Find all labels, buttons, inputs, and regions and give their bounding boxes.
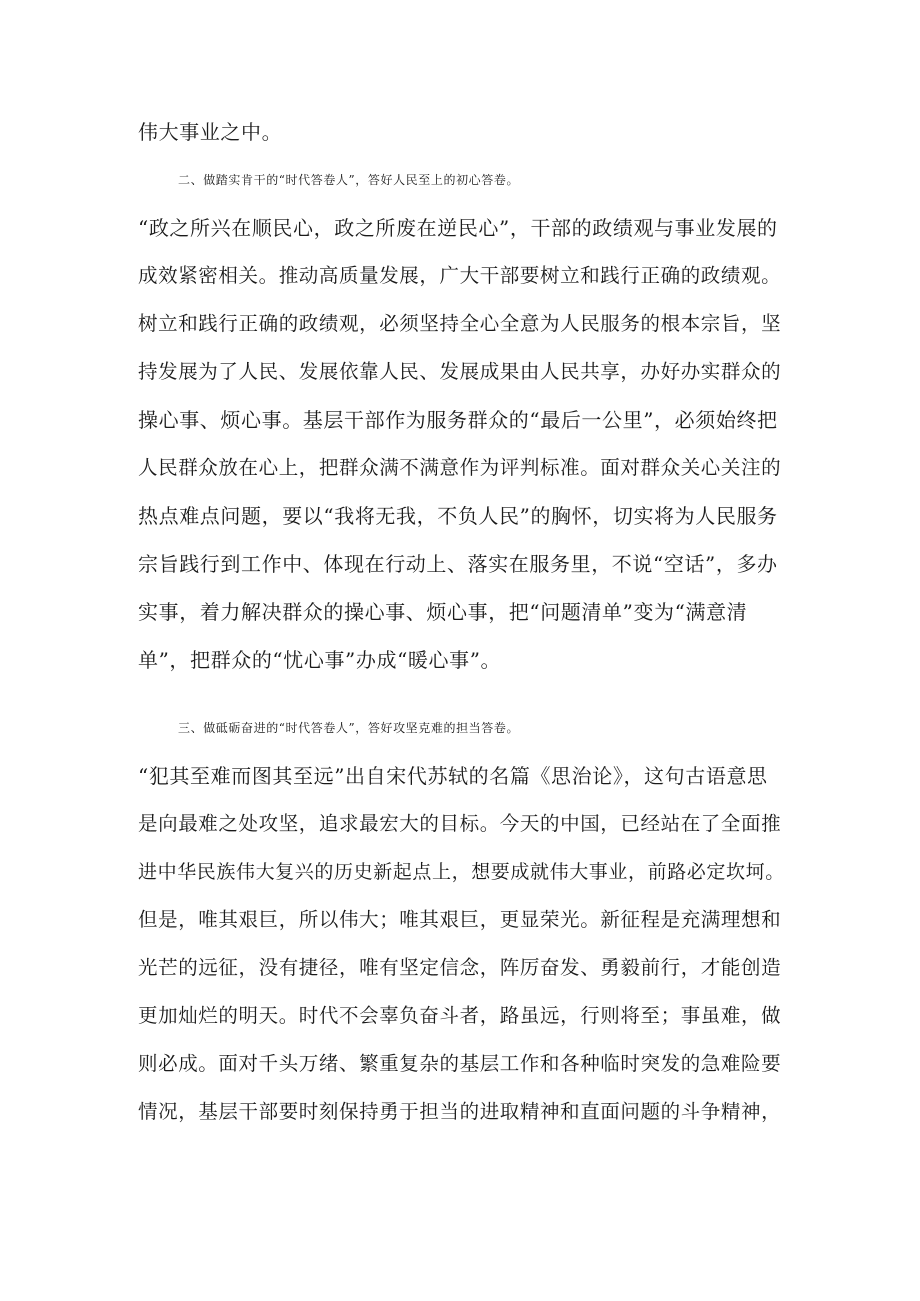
text-line: 更加灿烂的明天。时代不会辜负奋斗者，路虽远，行则将至；事虽难，做 (138, 1004, 782, 1027)
text-line: 光芒的远征，没有捷径，唯有坚定信念，阵厉奋发、勇毅前行，才能创造 (138, 956, 782, 979)
text-line: 进中华民族伟大复兴的历史新起点上，想要成就伟大事业，前路必定坎坷。 (138, 861, 785, 883)
text-line: 伟大事业之中。 (138, 120, 283, 144)
section-heading-3: 三、做砥砺奋进的“时代答卷人”，答好攻坚克难的担当答卷。 (178, 721, 520, 735)
text-line: 成效紧密相关。推动高质量发展，广大干部要树立和践行正确的政绩观。 (138, 264, 782, 287)
text-line: 则必成。面对千头万绪、繁重复杂的基层工作和各种临时突发的急难险要 (138, 1052, 782, 1075)
text-line: 但是，唯其艰巨，所以伟大；唯其艰巨，更显荣光。新征程是充满理想和 (138, 908, 782, 931)
text-line: 操心事、烦心事。基层干部作为服务群众的“最后一公里”，必须始终把 (138, 408, 778, 432)
text-line: 单”，把群众的“忧心事”办成“暖心事”。 (138, 648, 502, 672)
text-line: 情况，基层干部要时刻保持勇于担当的进取精神和直面问题的斗争精神， (138, 1100, 782, 1123)
text-line: “犯其至难而图其至远”出自宋代苏轼的名篇《思治论》，这句古语意思 (138, 764, 768, 788)
text-line: 树立和践行正确的政绩观，必须坚持全心全意为人民服务的根本宗旨，坚 (138, 312, 782, 335)
text-line: 持发展为了人民、发展依靠人民、发展成果由人民共享，办好办实群众的 (138, 360, 782, 383)
section-heading-2: 二、做踏实肯干的“时代答卷人”，答好人民至上的初心答卷。 (178, 173, 520, 187)
text-line: 是向最难之处攻坚，追求最宏大的目标。今天的中国，已经站在了全面推 (138, 812, 782, 835)
text-line: 人民群众放在心上，把群众满不满意作为评判标准。面对群众关心关注的 (138, 456, 782, 479)
text-line: 热点难点问题，要以“我将无我，不负人民”的胸怀，切实将为人民服务 (138, 504, 778, 528)
text-line: 宗旨践行到工作中、体现在行动上、落实在服务里，不说“空话”，多办 (138, 552, 778, 576)
text-line: 实事，着力解决群众的操心事、烦心事，把“问题清单”变为“满意清 (138, 600, 748, 624)
text-line: “政之所兴在顺民心，政之所废在逆民心”，干部的政绩观与事业发展的 (138, 216, 778, 240)
